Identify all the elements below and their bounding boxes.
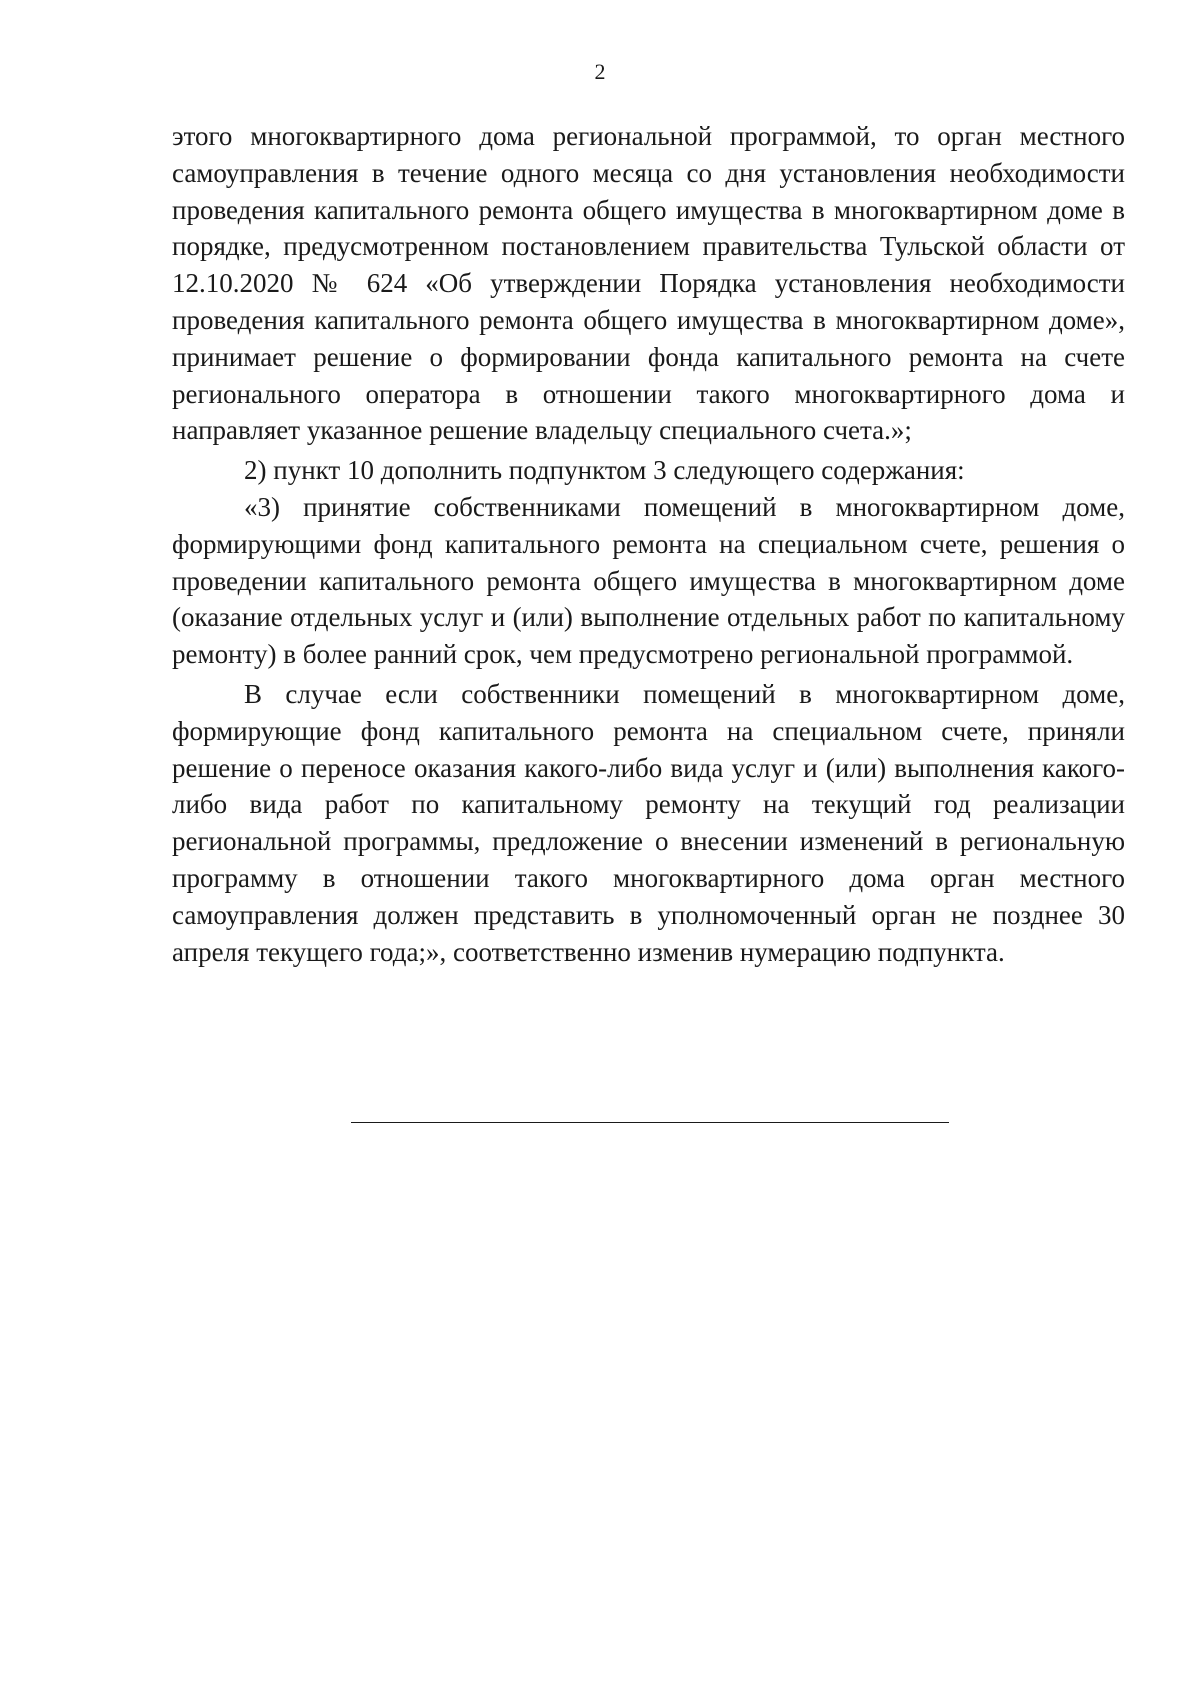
end-separator-line	[351, 1122, 949, 1123]
page-number: 2	[594, 59, 606, 84]
paragraph-subitem-3: «3) принятие собственниками помещений в многоквартирном доме, формирующими фонд капитального ремонта на специальном счете, решения о проведении капитального ремонта общего имущества в многоквартирном доме (оказание отдельных услуг и (или) выполнение отдельных работ по капитальному ремонту) в более ранний срок, чем предусмотрено региональной программой.	[172, 491, 1125, 670]
document-body	[172, 118, 1125, 970]
paragraph-continuation: этого многоквартирного дома региональной программой, то орган местного самоуправления в течение одного месяца со дня установления необходимости проведения капитального ремонта общего имущества в многоквартирном доме в порядке, предусмотренном постановлением правительства Тульской области от 12.10.2020 № 624 «Об утверждении Порядка установления необходимости проведения капитального ремонта общего имущества в многоквартирном доме», принимает решение о формировании фонда капитального ремонта на счете регионального оператора в отношении такого многоквартирного дома и направляет указанное решение владельцу специального счета.»;	[172, 121, 1125, 446]
paragraph-case: В случае если собственники помещений в многоквартирном доме, формирующие фонд капитального ремонта на специальном счете, приняли решение о переносе оказания какого-либо вида услуг и (или) выполнения какого-либо вида работ по капитальному ремонту на текущий год реализации региональной программы, предложение о внесении изменений в региональную программу в отношении такого многоквартирного дома орган местного самоуправления должен представить в уполномоченный орган не позднее 30 апреля текущего года;», соответственно изменив нумерацию подпункта.	[172, 678, 1125, 967]
paragraph-item-2: 2) пункт 10 дополнить подпунктом 3 следующего содержания:	[244, 455, 965, 486]
